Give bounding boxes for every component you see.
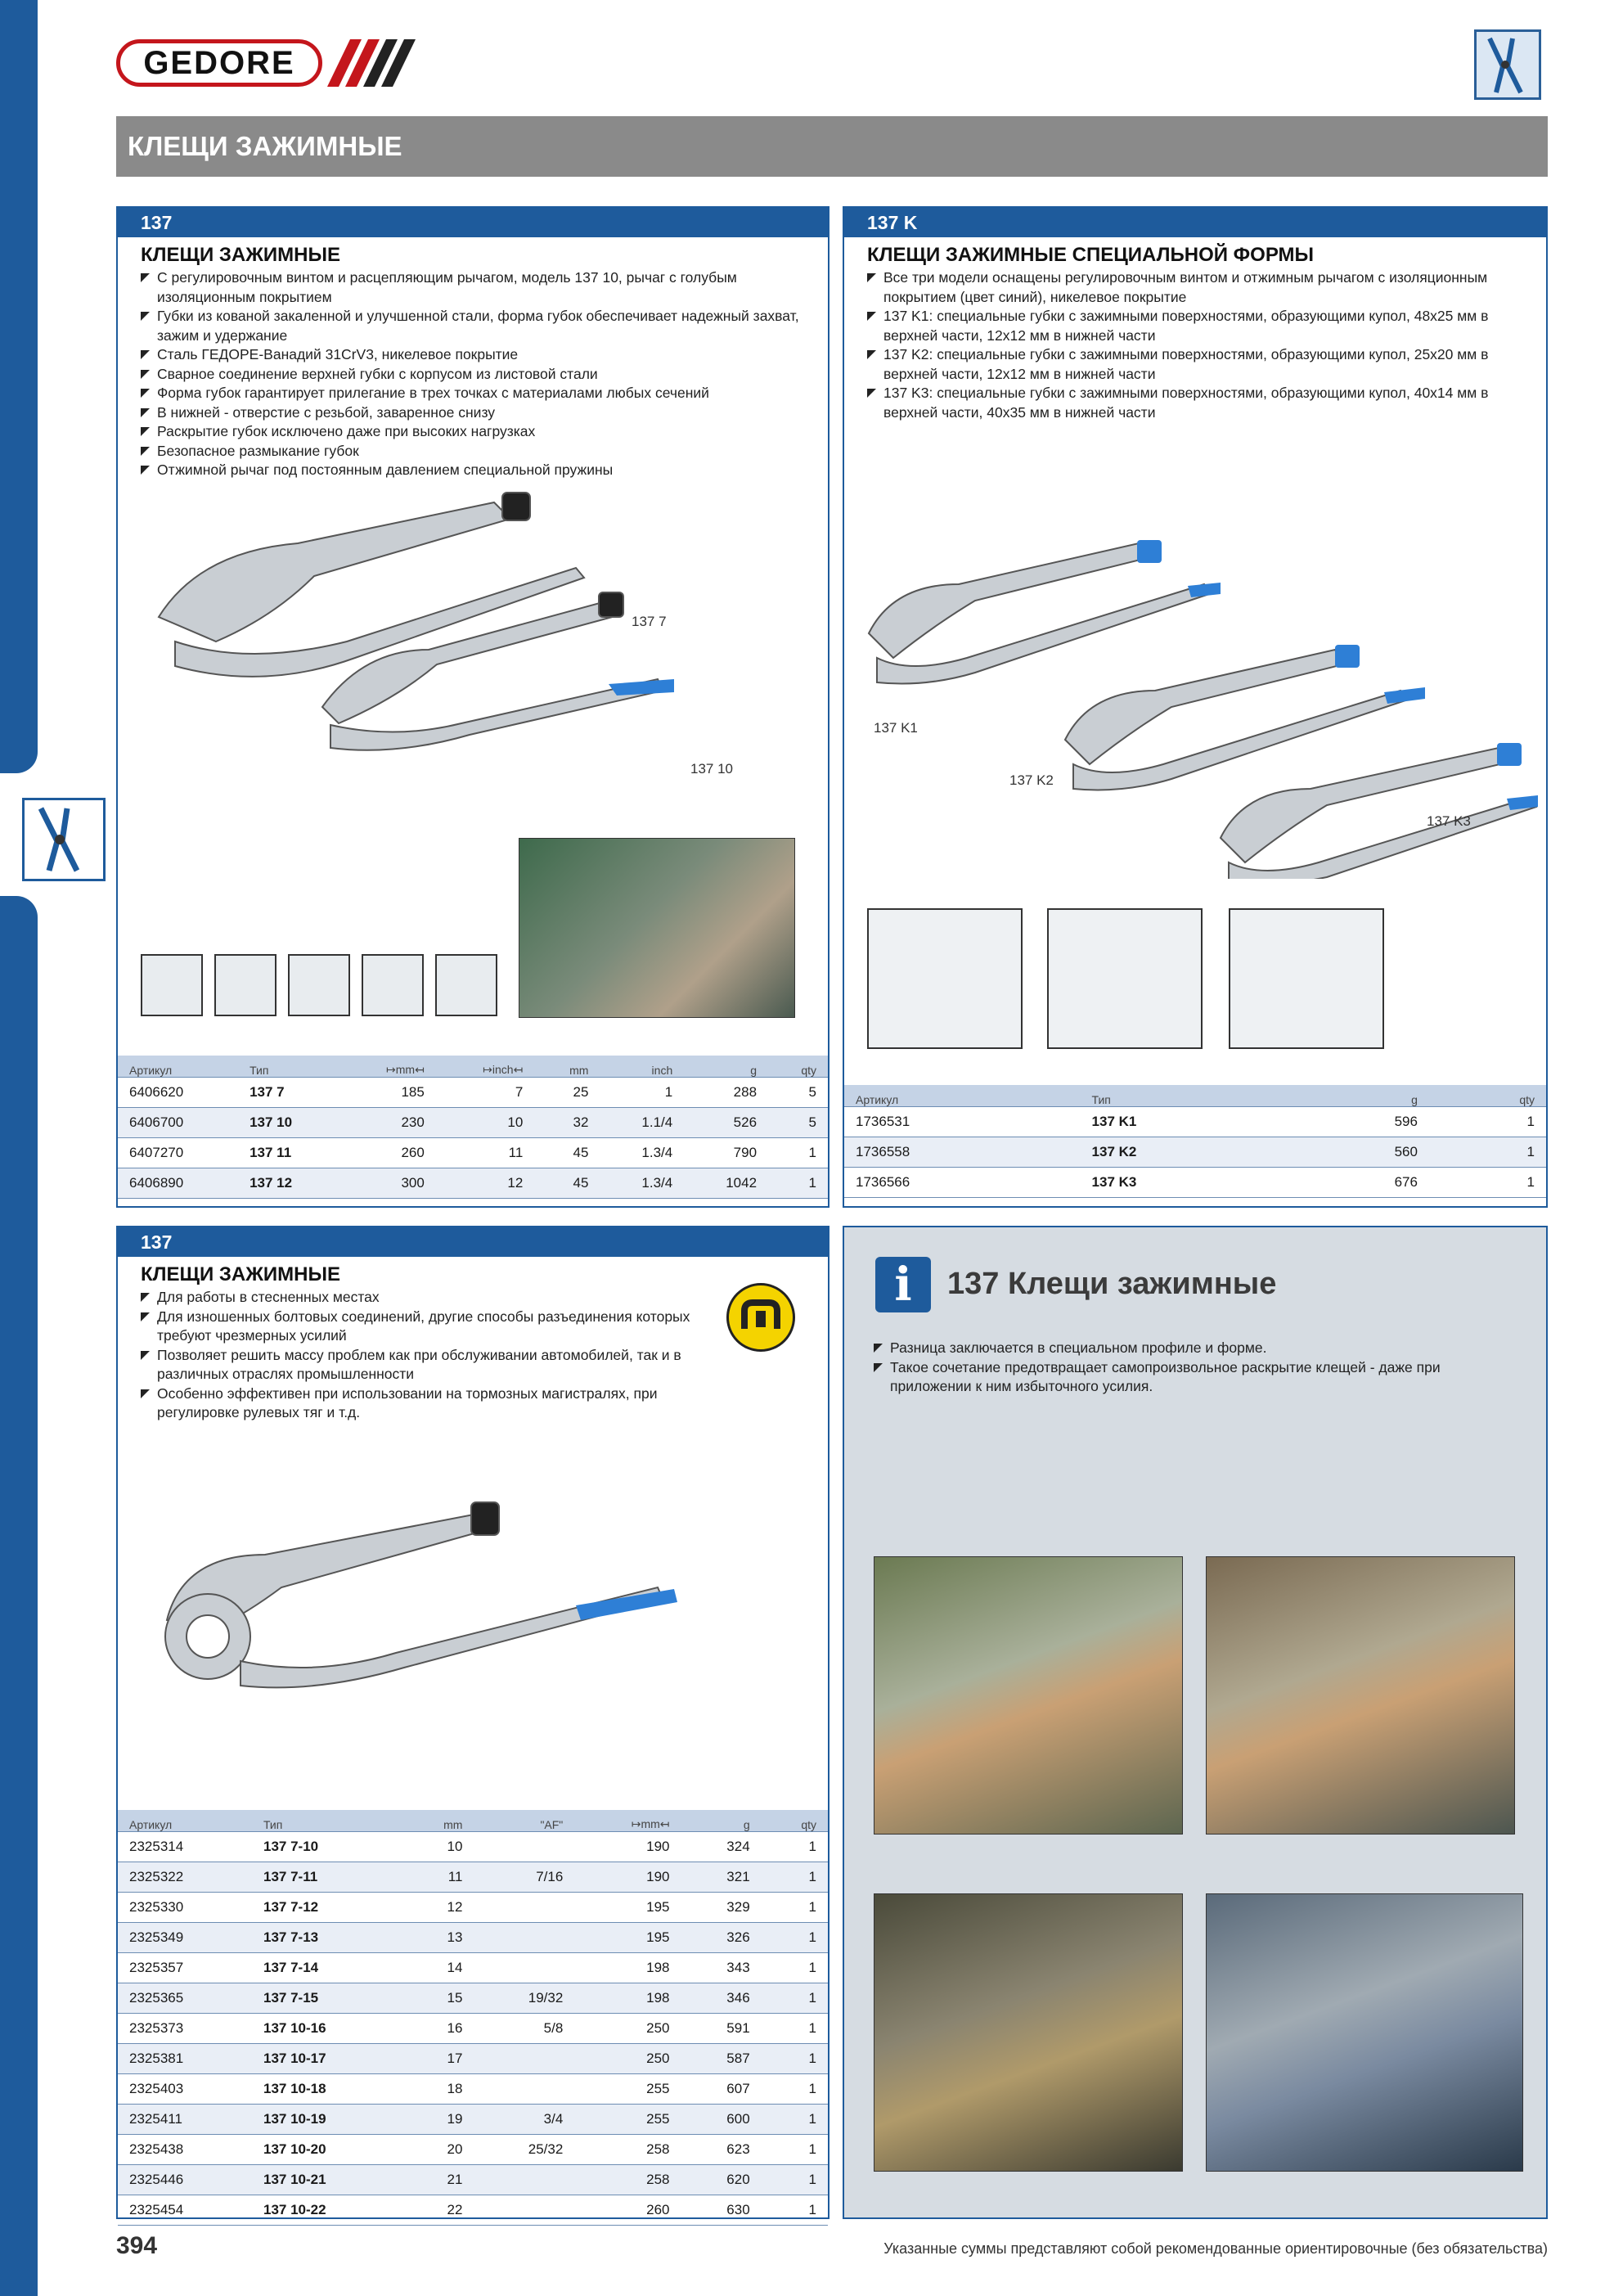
cell: 1 bbox=[1429, 1107, 1546, 1137]
cell bbox=[474, 2044, 574, 2074]
cell: 137 10-21 bbox=[252, 2165, 401, 2195]
flare-nut-badge-icon bbox=[726, 1283, 795, 1352]
cell: 10 bbox=[436, 1108, 534, 1138]
cell: 260 bbox=[574, 2195, 681, 2226]
jaw-thumb bbox=[141, 954, 203, 1016]
table-row bbox=[118, 2074, 828, 2105]
cell: 260 bbox=[340, 1138, 436, 1168]
cell: 288 bbox=[684, 1078, 768, 1108]
col-header: g bbox=[684, 1056, 768, 1078]
col-header: Тип bbox=[1081, 1085, 1288, 1107]
jaw-detail-k3 bbox=[1229, 908, 1384, 1049]
cell: 2325381 bbox=[118, 2044, 252, 2074]
feature-item: Форма губок гарантирует прилегание в трех точках с материалами любых сечений bbox=[141, 384, 828, 403]
info-item: Разница заключается в специальном профиле и форме. bbox=[874, 1339, 1512, 1358]
cell: 137 10-22 bbox=[252, 2195, 401, 2226]
image-label: 137 7 bbox=[632, 614, 667, 629]
cell: 16 bbox=[401, 2014, 474, 2044]
col-header: qty bbox=[762, 1810, 828, 1832]
cell: 1 bbox=[762, 2014, 828, 2044]
spec-table-137-flare bbox=[118, 1810, 828, 2226]
table-row bbox=[118, 1108, 828, 1138]
feature-item: Губки из кованой закаленной и улучшенной стали, форма губок обеспечивает надежный захват, зажим и удержание bbox=[141, 307, 828, 345]
cell: 17 bbox=[401, 2044, 474, 2074]
feature-item: Сварное соединение верхней губки с корпусом из листовой стали bbox=[141, 365, 828, 385]
cell: 1 bbox=[762, 1923, 828, 1953]
usage-photo bbox=[1206, 1893, 1523, 2172]
cell: 1.3/4 bbox=[600, 1168, 684, 1199]
image-label: 137 K1 bbox=[874, 720, 918, 736]
col-header: Артикул bbox=[118, 1810, 252, 1832]
cell: 12 bbox=[436, 1168, 534, 1199]
pliers-product-image bbox=[151, 486, 821, 781]
cell: 137 10-17 bbox=[252, 2044, 401, 2074]
cell: 2325349 bbox=[118, 1923, 252, 1953]
cell: 2325446 bbox=[118, 2165, 252, 2195]
cell: 5/8 bbox=[474, 2014, 574, 2044]
feature-item: В нижней - отверстие с резьбой, заваренное снизу bbox=[141, 403, 828, 423]
jaw-thumb bbox=[362, 954, 424, 1016]
table-row bbox=[118, 2135, 828, 2165]
cell: 1 bbox=[762, 1862, 828, 1893]
col-header: ↦inch↤ bbox=[436, 1056, 534, 1078]
col-header: Тип bbox=[238, 1056, 340, 1078]
usage-photo bbox=[1206, 1556, 1515, 1835]
feature-item: 137 K2: специальные губки с зажимными поверхностями, образующими купол, 25x20 мм в верхней части, 12x12 мм в нижней части bbox=[867, 345, 1546, 384]
info-icon: i bbox=[875, 1257, 931, 1312]
table-row bbox=[118, 1138, 828, 1168]
cell: 329 bbox=[681, 1893, 762, 1923]
usage-photo bbox=[874, 1893, 1183, 2172]
col-header: mm bbox=[534, 1056, 600, 1078]
cell: 1 bbox=[762, 1832, 828, 1862]
cell: 137 10-19 bbox=[252, 2105, 401, 2135]
cell: 2325403 bbox=[118, 2074, 252, 2105]
panel-137 bbox=[116, 206, 829, 1208]
cell: 1042 bbox=[684, 1168, 768, 1199]
cell: 600 bbox=[681, 2105, 762, 2135]
table-row bbox=[118, 1953, 828, 1983]
gedore-logo bbox=[116, 39, 322, 87]
brand-name: GEDORE bbox=[143, 44, 295, 81]
feature-list bbox=[118, 1288, 713, 1423]
cell: 2325365 bbox=[118, 1983, 252, 2014]
cell: 5 bbox=[768, 1078, 828, 1108]
cell: 6406700 bbox=[118, 1108, 238, 1138]
spec-table-137 bbox=[118, 1056, 828, 1199]
cell: 11 bbox=[401, 1862, 474, 1893]
cell: 2325314 bbox=[118, 1832, 252, 1862]
panel-137k bbox=[843, 206, 1548, 1208]
cell: 250 bbox=[574, 2014, 681, 2044]
jaw-detail-k1 bbox=[867, 908, 1023, 1049]
logo-stripes-icon bbox=[327, 39, 416, 87]
info-list bbox=[851, 1339, 1512, 1397]
cell: 1 bbox=[768, 1168, 828, 1199]
cell bbox=[474, 2165, 574, 2195]
feature-list bbox=[844, 268, 1546, 422]
feature-item: Безопасное размыкание губок bbox=[141, 442, 828, 461]
cell: 1 bbox=[762, 2044, 828, 2074]
cell: 258 bbox=[574, 2135, 681, 2165]
cell: 321 bbox=[681, 1862, 762, 1893]
cell: 676 bbox=[1288, 1168, 1429, 1198]
cell: 137 12 bbox=[238, 1168, 340, 1199]
pliers-header-icon bbox=[1474, 29, 1541, 100]
cell: 12 bbox=[401, 1893, 474, 1923]
edge-tab-top bbox=[0, 0, 38, 773]
feature-item: Раскрытие губок исключено даже при высоких нагрузках bbox=[141, 422, 828, 442]
table-row bbox=[118, 1893, 828, 1923]
cell: 790 bbox=[684, 1138, 768, 1168]
price-note: Указанные суммы представляют собой рекомендованные ориентировочные (без обязательства) bbox=[883, 2240, 1548, 2257]
cell: 195 bbox=[574, 1893, 681, 1923]
table-row bbox=[118, 2165, 828, 2195]
cell: 1 bbox=[762, 2135, 828, 2165]
cell: 1 bbox=[768, 1138, 828, 1168]
table-row bbox=[844, 1107, 1546, 1137]
cell bbox=[474, 1923, 574, 1953]
cell: 137 K2 bbox=[1081, 1137, 1288, 1168]
cell: 22 bbox=[401, 2195, 474, 2226]
panel-code: 137 K bbox=[844, 208, 1546, 237]
cell: 5 bbox=[768, 1108, 828, 1138]
cell: 45 bbox=[534, 1138, 600, 1168]
page-title: КЛЕЩИ ЗАЖИМНЫЕ bbox=[116, 116, 1548, 177]
cell: 137 10-20 bbox=[252, 2135, 401, 2165]
cell: 137 7-15 bbox=[252, 1983, 401, 2014]
cell: 137 7-13 bbox=[252, 1923, 401, 1953]
cell: 19 bbox=[401, 2105, 474, 2135]
feature-item: Для работы в стесненных местах bbox=[141, 1288, 713, 1308]
workshop-photo bbox=[519, 838, 795, 1018]
cell: 1 bbox=[762, 2165, 828, 2195]
cell: 630 bbox=[681, 2195, 762, 2226]
cell: 326 bbox=[681, 1923, 762, 1953]
cell: 21 bbox=[401, 2165, 474, 2195]
col-header: qty bbox=[768, 1056, 828, 1078]
cell: 198 bbox=[574, 1953, 681, 1983]
cell: 18 bbox=[401, 2074, 474, 2105]
cell: 343 bbox=[681, 1953, 762, 1983]
feature-item: Позволяет решить массу проблем как при обслуживании автомобилей, так и в различных отраслях промышленности bbox=[141, 1346, 713, 1384]
cell: 1.3/4 bbox=[600, 1138, 684, 1168]
table-row bbox=[844, 1137, 1546, 1168]
cell: 1 bbox=[762, 1953, 828, 1983]
cell: 1 bbox=[1429, 1137, 1546, 1168]
col-header: Артикул bbox=[844, 1085, 1081, 1107]
cell: 45 bbox=[534, 1168, 600, 1199]
table-row bbox=[118, 2014, 828, 2044]
cell: 3/4 bbox=[474, 2105, 574, 2135]
feature-item: 137 K3: специальные губки с зажимными поверхностями, образующими купол, 40x14 мм в верхней части, 40x35 мм в нижней части bbox=[867, 384, 1546, 422]
cell: 13 bbox=[401, 1923, 474, 1953]
cell: 2325330 bbox=[118, 1893, 252, 1923]
spec-table-137k bbox=[844, 1085, 1546, 1198]
cell: 1 bbox=[1429, 1168, 1546, 1198]
cell: 32 bbox=[534, 1108, 600, 1138]
panel-code: 137 bbox=[118, 208, 828, 237]
cell: 2325438 bbox=[118, 2135, 252, 2165]
cell: 587 bbox=[681, 2044, 762, 2074]
cell: 1736566 bbox=[844, 1168, 1081, 1198]
panel-title: КЛЕЩИ ЗАЖИМНЫЕ СПЕЦИАЛЬНОЙ ФОРМЫ bbox=[867, 244, 1315, 266]
cell: 620 bbox=[681, 2165, 762, 2195]
cell: 20 bbox=[401, 2135, 474, 2165]
table-row bbox=[118, 1168, 828, 1199]
cell: 190 bbox=[574, 1862, 681, 1893]
cell: 137 10-18 bbox=[252, 2074, 401, 2105]
cell: 2325322 bbox=[118, 1862, 252, 1893]
col-header: "AF" bbox=[474, 1810, 574, 1832]
jaw-thumb bbox=[435, 954, 497, 1016]
table-row bbox=[118, 1923, 828, 1953]
jaw-thumb bbox=[214, 954, 276, 1016]
cell: 7/16 bbox=[474, 1862, 574, 1893]
feature-item: Отжимной рычаг под постоянным давлением специальной пружины bbox=[141, 461, 828, 480]
cell: 137 7-10 bbox=[252, 1832, 401, 1862]
cell: 6406890 bbox=[118, 1168, 238, 1199]
cell: 607 bbox=[681, 2074, 762, 2105]
cell: 255 bbox=[574, 2074, 681, 2105]
cell: 250 bbox=[574, 2044, 681, 2074]
cell: 7 bbox=[436, 1078, 534, 1108]
cell bbox=[474, 2195, 574, 2226]
feature-item: С регулировочным винтом и расцепляющим рычагом, модель 137 10, рычаг с голубым изоляционным покрытием bbox=[141, 268, 828, 307]
feature-item: Сталь ГЕДОРЕ-Ванадий 31CrV3, никелевое покрытие bbox=[141, 345, 828, 365]
feature-item: Для изношенных болтовых соединений, другие способы разъединения которых требуют чрезмерных усилий bbox=[141, 1308, 713, 1346]
feature-item: 137 K1: специальные губки с зажимными поверхностями, образующими купол, 48x25 мм в верхней части, 12x12 мм в нижней части bbox=[867, 307, 1546, 345]
col-header: qty bbox=[1429, 1085, 1546, 1107]
table-row bbox=[118, 1078, 828, 1108]
image-label: 137 10 bbox=[690, 761, 733, 777]
info-item: Такое сочетание предотвращает самопроизвольное раскрытие клещей - даже при приложении к ним избыточного усилия. bbox=[874, 1358, 1512, 1397]
image-label: 137 K2 bbox=[1009, 772, 1054, 788]
col-header: g bbox=[681, 1810, 762, 1832]
cell: 1 bbox=[762, 1893, 828, 1923]
cell: 2325357 bbox=[118, 1953, 252, 1983]
feature-item: Все три модели оснащены регулировочным винтом и отжимным рычагом с изоляционным покрытием (цвет синий), никелевое покрытие bbox=[867, 268, 1546, 307]
cell: 1.1/4 bbox=[600, 1108, 684, 1138]
flare-pliers-image bbox=[151, 1497, 772, 1759]
panel-title: КЛЕЩИ ЗАЖИМНЫЕ bbox=[141, 244, 341, 266]
cell: 1 bbox=[600, 1078, 684, 1108]
cell: 230 bbox=[340, 1108, 436, 1138]
cell: 185 bbox=[340, 1078, 436, 1108]
cell: 1736558 bbox=[844, 1137, 1081, 1168]
cell: 6407270 bbox=[118, 1138, 238, 1168]
cell: 137 10-16 bbox=[252, 2014, 401, 2044]
cell: 300 bbox=[340, 1168, 436, 1199]
usage-photo bbox=[874, 1556, 1183, 1835]
feature-item: Особенно эффективен при использовании на тормозных магистралях, при регулировке рулевых тяг и т.д. bbox=[141, 1384, 713, 1423]
cell: 137 7 bbox=[238, 1078, 340, 1108]
col-header: inch bbox=[600, 1056, 684, 1078]
cell: 2325454 bbox=[118, 2195, 252, 2226]
cell bbox=[474, 1893, 574, 1923]
cell: 560 bbox=[1288, 1137, 1429, 1168]
cell: 2325373 bbox=[118, 2014, 252, 2044]
cell: 6406620 bbox=[118, 1078, 238, 1108]
table-row bbox=[118, 1862, 828, 1893]
cell: 1 bbox=[762, 1983, 828, 2014]
cell: 137 K3 bbox=[1081, 1168, 1288, 1198]
jaw-detail-k2 bbox=[1047, 908, 1203, 1049]
cell: 1 bbox=[762, 2074, 828, 2105]
cell: 346 bbox=[681, 1983, 762, 2014]
col-header: ↦mm↤ bbox=[340, 1056, 436, 1078]
col-header: mm bbox=[401, 1810, 474, 1832]
cell: 15 bbox=[401, 1983, 474, 2014]
cell: 137 10 bbox=[238, 1108, 340, 1138]
cell bbox=[474, 1953, 574, 1983]
cell: 10 bbox=[401, 1832, 474, 1862]
table-row bbox=[118, 1983, 828, 2014]
col-header: ↦mm↤ bbox=[574, 1810, 681, 1832]
edge-tab-bottom bbox=[0, 896, 38, 2296]
cell: 25/32 bbox=[474, 2135, 574, 2165]
cell: 137 7-11 bbox=[252, 1862, 401, 1893]
col-header: g bbox=[1288, 1085, 1429, 1107]
feature-list bbox=[118, 268, 828, 480]
cell: 1736531 bbox=[844, 1107, 1081, 1137]
cell: 324 bbox=[681, 1832, 762, 1862]
col-header: Тип bbox=[252, 1810, 401, 1832]
cell: 591 bbox=[681, 2014, 762, 2044]
table-row bbox=[118, 2105, 828, 2135]
cell: 623 bbox=[681, 2135, 762, 2165]
page-number: 394 bbox=[116, 2232, 158, 2259]
cell: 255 bbox=[574, 2105, 681, 2135]
cell: 19/32 bbox=[474, 1983, 574, 2014]
cell: 25 bbox=[534, 1078, 600, 1108]
cell: 596 bbox=[1288, 1107, 1429, 1137]
info-title: 137 Клещи зажимные bbox=[947, 1267, 1277, 1301]
table-row bbox=[118, 2195, 828, 2226]
image-label: 137 K3 bbox=[1427, 813, 1471, 829]
table-row bbox=[844, 1168, 1546, 1198]
cell: 137 7-12 bbox=[252, 1893, 401, 1923]
cell: 1 bbox=[762, 2195, 828, 2226]
pliers-category-icon bbox=[22, 798, 106, 881]
cell: 137 7-14 bbox=[252, 1953, 401, 1983]
cell: 14 bbox=[401, 1953, 474, 1983]
cell bbox=[474, 1832, 574, 1862]
col-header: Артикул bbox=[118, 1056, 238, 1078]
cell: 526 bbox=[684, 1108, 768, 1138]
cell: 198 bbox=[574, 1983, 681, 2014]
panel-title: КЛЕЩИ ЗАЖИМНЫЕ bbox=[141, 1263, 341, 1285]
cell: 2325411 bbox=[118, 2105, 252, 2135]
jaw-thumb bbox=[288, 954, 350, 1016]
cell: 137 K1 bbox=[1081, 1107, 1288, 1137]
table-row bbox=[118, 1832, 828, 1862]
cell bbox=[474, 2074, 574, 2105]
cell: 11 bbox=[436, 1138, 534, 1168]
table-row bbox=[118, 2044, 828, 2074]
cell: 137 11 bbox=[238, 1138, 340, 1168]
cell: 258 bbox=[574, 2165, 681, 2195]
panel-code: 137 bbox=[118, 1227, 828, 1257]
cell: 190 bbox=[574, 1832, 681, 1862]
cell: 195 bbox=[574, 1923, 681, 1953]
cell: 1 bbox=[762, 2105, 828, 2135]
panel-137-flare bbox=[116, 1226, 829, 2219]
